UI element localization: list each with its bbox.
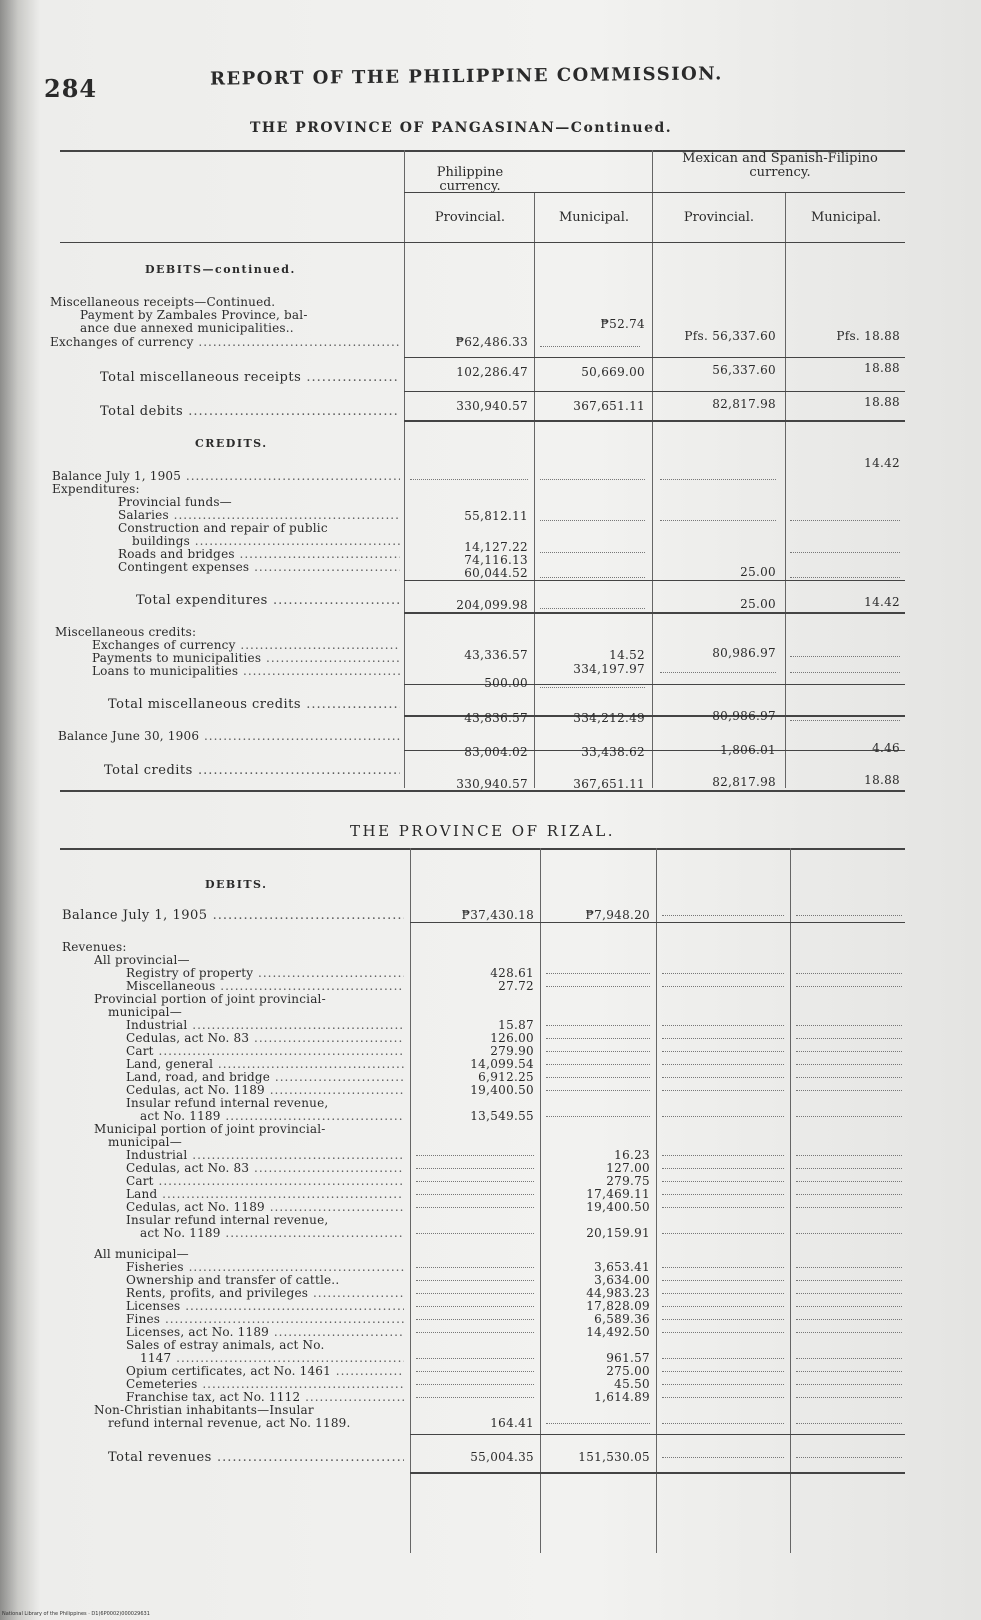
label-rizal-debits: DEBITS. [205,878,268,891]
empty-cell-leader [662,986,784,987]
value-registry: 428.61 [490,966,534,980]
value-cattle: 3,634.00 [594,1273,650,1287]
empty-cell-leader [796,1194,902,1195]
value-rents: 44,983.23 [586,1286,650,1300]
empty-cell-leader [796,986,902,987]
empty-cell-leader [796,1207,902,1208]
value-total-revenues-municipal: 151,530.05 [578,1450,650,1464]
empty-cell-leader [546,1116,650,1117]
label-franchise-tax: Franchise tax, act No. 1112 ..... [126,1391,404,1404]
value-estray: 961.57 [606,1351,650,1365]
label-cattle: Ownership and transfer of cattle.. [126,1274,340,1287]
empty-cell-leader [662,1025,784,1026]
empty-cell-leader [662,1181,784,1182]
label-m-industrial: Industrial ..... [126,1149,404,1162]
label-insular-refund-1: Insular refund internal revenue, [126,1097,329,1110]
label-misc-receipts-continued: Miscellaneous receipts—Continued. [50,296,276,309]
sum-rule [404,357,905,358]
empty-cell-leader [796,1077,902,1078]
empty-cell-leader [796,1051,902,1052]
empty-cell-leader [662,1397,784,1398]
value-loans-provincial: 500.00 [484,676,528,690]
label-rizal-balance-july: Balance July 1, 1905 ..... [62,909,404,922]
label-construction-1: Construction and repair of public [118,522,328,535]
label-provincial-funds: Provincial funds— [118,496,232,509]
value-m-insular-refund: 20,159.91 [586,1226,650,1240]
empty-cell-leader [416,1267,534,1268]
empty-cell-leader [546,1025,650,1026]
value-contingent-mex-provincial: 25.00 [740,565,776,579]
empty-cell-leader [662,1358,784,1359]
sum-rule [404,580,905,581]
value-fines: 6,589.36 [594,1312,650,1326]
empty-cell-leader [416,1397,534,1398]
header-mexican-currency: Mexican and Spanish-Filipino currency. [682,151,878,180]
empty-cell-leader [796,1371,902,1372]
empty-cell-leader [796,915,902,916]
value-total-credits-mex-municipal: 18.88 [864,773,900,787]
sum-rule [410,1472,905,1474]
value-exch-credits-provincial: 43,336.57 [464,648,528,662]
value-total-debits-mex-provincial: 82,817.98 [712,397,776,411]
empty-cell-leader [796,1332,902,1333]
label-exchanges-of-currency: Exchanges of currency ..... [50,336,400,349]
header-municipal: Municipal. [558,210,629,225]
value-licenses: 17,828.09 [586,1299,650,1313]
empty-cell-leader [662,1371,784,1372]
label-municipal-portion-2: municipal— [108,1136,182,1149]
scan-footer: National Library of the Philippines · D1(6P0002)000029631 [2,1611,150,1617]
value-cedulas-83: 126.00 [490,1031,534,1045]
label-cedulas-83: Cedulas, act No. 83 ..... [126,1032,404,1045]
value-total-misc-municipal: 50,669.00 [581,365,645,379]
empty-cell-leader [796,1423,902,1424]
column-rule [410,848,411,1553]
empty-cell-leader [790,577,900,578]
sum-rule [404,612,905,614]
empty-cell-leader [790,656,900,657]
column-rule [534,192,535,788]
value-total-exp-mex-provincial: 25.00 [740,597,776,611]
label-expenditures: Expenditures: [52,483,140,496]
value-balance-june-municipal: 33,438.62 [581,745,645,759]
empty-cell-leader [662,1280,784,1281]
empty-cell-leader [796,1233,902,1234]
value-franchise: 1,614.89 [594,1390,650,1404]
value-total-misc-mex-provincial: 56,337.60 [712,363,776,377]
empty-cell-leader [662,1267,784,1268]
empty-cell-leader [416,1358,534,1359]
empty-cell-leader [662,1194,784,1195]
empty-cell-leader [796,1168,902,1169]
label-miscellaneous: Miscellaneous ..... [126,980,404,993]
label-zambales-1: Payment by Zambales Province, bal- [80,309,308,322]
empty-cell-leader [416,1384,534,1385]
label-non-christian-2: refund internal revenue, act No. 1189. [108,1417,351,1430]
empty-cell-leader [790,552,900,553]
empty-cell-leader [416,1207,534,1208]
empty-cell-leader [662,1319,784,1320]
value-m-industrial: 16.23 [614,1148,650,1162]
value-exchanges-provincial: ₱62,486.33 [455,335,528,349]
label-estray-1: Sales of estray animals, act No. [126,1339,325,1352]
empty-cell-leader [662,1293,784,1294]
label-land-general: Land, general ..... [126,1058,404,1071]
empty-cell-leader [416,1332,534,1333]
empty-cell-leader [796,1280,902,1281]
label-municipal-portion-1: Municipal portion of joint provincial- [94,1123,326,1136]
empty-cell-leader [546,1064,650,1065]
label-m-land: Land ..... [126,1188,404,1201]
label-insular-refund-2: act No. 1189 ..... [140,1110,404,1123]
value-payments-municipal: 334,197.97 [573,662,645,676]
label-land-road-bridge: Land, road, and bridge ..... [126,1071,404,1084]
header-provincial: Provincial. [434,210,506,225]
value-cedulas-1189: 19,400.50 [470,1083,534,1097]
sum-rule [410,922,905,923]
label-all-provincial: All provincial— [94,954,190,967]
empty-cell-leader [796,1038,902,1039]
empty-cell-leader [660,479,776,480]
value-total-credits-mex-provincial: 82,817.98 [712,775,776,789]
value-m-cedulas-1189: 19,400.50 [586,1200,650,1214]
pangasinan-section-title: THE PROVINCE OF PANGASINAN—Continued. [250,120,673,136]
label-all-municipal: All municipal— [94,1248,189,1261]
label-exchanges-credits: Exchanges of currency ..... [92,639,400,652]
value-m-land: 17,469.11 [586,1187,650,1201]
empty-cell-leader [796,1358,902,1359]
empty-cell-leader [662,1384,784,1385]
empty-cell-leader [546,973,650,974]
empty-cell-leader [416,1181,534,1182]
value-total-exp-provincial: 204,099.98 [456,598,528,612]
empty-cell-leader [662,1090,784,1091]
value-balance-june-mex-municipal: 4.46 [872,741,900,755]
label-total-misc-receipts: Total miscellaneous receipts ..... [100,371,400,384]
empty-cell-leader [546,1051,650,1052]
empty-cell-leader [662,1332,784,1333]
header-bottom-rule [60,242,905,243]
label-estray-2: 1147 ..... [140,1352,404,1365]
value-cart: 279.90 [490,1044,534,1058]
value-total-revenues-provincial: 55,004.35 [470,1450,534,1464]
empty-cell-leader [662,1233,784,1234]
label-debits-continued: DEBITS—continued. [145,263,296,276]
label-fisheries: Fisheries ..... [126,1261,404,1274]
value-miscellaneous: 27.72 [498,979,534,993]
empty-cell-leader [662,1077,784,1078]
label-registry-of-property: Registry of property ..... [126,967,404,980]
value-total-debits-mex-municipal: 18.88 [864,395,900,409]
label-payments-to-municipalities: Payments to municipalities ..... [92,652,400,665]
empty-cell-leader [662,1457,784,1458]
empty-cell-leader [540,577,645,578]
label-revenues: Revenues: [62,941,127,954]
empty-cell-leader [416,1155,534,1156]
value-total-misc-mex-municipal: 18.88 [864,361,900,375]
label-m-cedulas-83: Cedulas, act No. 83 ..... [126,1162,404,1175]
value-fisheries: 3,653.41 [594,1260,650,1274]
label-construction-2: buildings ..... [132,535,400,548]
empty-cell-leader [540,552,645,553]
value-rizal-balance-provincial: ₱37,430.18 [461,908,534,922]
empty-cell-leader [662,1423,784,1424]
value-land-road-bridge: 6,912.25 [478,1070,534,1084]
empty-cell-leader [540,346,640,347]
value-zambales-mex-municipal: Pfs. 18.88 [836,329,900,343]
value-construction-provincial: 14,127.22 [464,540,528,554]
empty-cell-leader [416,1194,534,1195]
empty-cell-leader [796,1293,902,1294]
empty-cell-leader [790,520,900,521]
empty-cell-leader [540,608,645,609]
value-total-misc-credits-mex-provincial: 80,986.97 [712,709,776,723]
label-roads-and-bridges: Roads and bridges ..... [118,548,400,561]
sum-rule [410,1434,905,1435]
label-m-insular-refund-1: Insular refund internal revenue, [126,1214,329,1227]
empty-cell-leader [662,1051,784,1052]
header-municipal-mex: Municipal. [810,210,881,225]
empty-cell-leader [546,1423,650,1424]
label-provincial-portion-2: municipal— [108,1006,182,1019]
label-m-insular-refund-2: act No. 1189 ..... [140,1227,404,1240]
sum-rule [404,391,905,392]
label-zambales-2: ance due annexed municipalities.. [80,322,294,335]
value-zambales-municipal: ₱52.74 [600,317,645,331]
label-fines: Fines ..... [126,1313,404,1326]
column-rule [540,848,541,1553]
value-exch-credits-municipal: 14.52 [609,648,645,662]
empty-cell-leader [790,720,900,721]
column-rule [656,848,657,1553]
empty-cell-leader [796,1397,902,1398]
column-rule [785,192,786,788]
empty-cell-leader [662,1168,784,1169]
empty-cell-leader [416,1168,534,1169]
empty-cell-leader [416,1306,534,1307]
empty-cell-leader [662,1306,784,1307]
value-zambales-mex-provincial: Pfs. 56,337.60 [684,329,776,343]
label-m-cedulas-1189: Cedulas, act No. 1189 ..... [126,1201,404,1214]
value-m-cedulas-83: 127.00 [606,1161,650,1175]
empty-cell-leader [662,973,784,974]
value-salaries-provincial: 55,812.11 [464,509,528,523]
label-m-cart: Cart ..... [126,1175,404,1188]
label-loans-to-municipalities: Loans to municipalities ..... [92,665,400,678]
label-misc-credits: Miscellaneous credits: [55,626,197,639]
label-total-credits: Total credits ..... [104,764,400,777]
value-rizal-balance-municipal: ₱7,948.20 [585,908,650,922]
rizal-section-title: THE PROVINCE OF RIZAL. [350,822,615,840]
label-licenses-1189: Licenses, act No. 1189 ..... [126,1326,404,1339]
value-licenses-1189: 14,492.50 [586,1325,650,1339]
value-insular-refund: 13,549.55 [470,1109,534,1123]
empty-cell-leader [796,1090,902,1091]
value-total-misc-provincial: 102,286.47 [456,365,528,379]
empty-cell-leader [796,1319,902,1320]
label-total-revenues: Total revenues ..... [108,1451,404,1464]
empty-cell-leader [662,1155,784,1156]
column-rule [790,848,791,1553]
label-cedulas-1189: Cedulas, act No. 1189 ..... [126,1084,404,1097]
header-philippine-currency: Philippine currency. [436,165,504,194]
empty-cell-leader [660,520,776,521]
running-title: REPORT OF THE PHILIPPINE COMMISSION. [209,63,723,90]
empty-cell-leader [796,973,902,974]
empty-cell-leader [416,1319,534,1320]
page-number: 284 [44,74,98,103]
value-land-general: 14,099.54 [470,1057,534,1071]
value-non-christian: 164.41 [490,1416,534,1430]
label-balance-june-1906: Balance June 30, 1906 ..... [58,730,400,743]
value-balance-july-mex-municipal: 14.42 [864,456,900,470]
empty-cell-leader [796,1457,902,1458]
empty-cell-leader [416,1293,534,1294]
label-balance-july-1905: Balance July 1, 1905 ..... [52,470,400,483]
empty-cell-leader [662,1207,784,1208]
empty-cell-leader [546,1090,650,1091]
empty-cell-leader [790,672,900,673]
table-top-rule [60,848,905,850]
label-contingent-expenses: Contingent expenses ..... [118,561,400,574]
value-industrial: 15.87 [498,1018,534,1032]
label-total-expenditures: Total expenditures ..... [136,594,400,607]
label-total-debits: Total debits ..... [100,405,400,418]
empty-cell-leader [796,1384,902,1385]
column-rule [652,150,653,788]
value-m-cart: 279.75 [606,1174,650,1188]
empty-cell-leader [796,1306,902,1307]
label-cart: Cart ..... [126,1045,404,1058]
label-opium: Opium certificates, act No. 1461 ..... [126,1365,404,1378]
value-total-debits-municipal: 367,651.11 [573,399,645,413]
empty-cell-leader [796,1116,902,1117]
label-rents-profits: Rents, profits, and privileges ..... [126,1287,404,1300]
empty-cell-leader [660,672,776,673]
empty-cell-leader [416,1371,534,1372]
value-balance-june-provincial: 83,004.02 [464,745,528,759]
empty-cell-leader [796,1155,902,1156]
label-salaries: Salaries ..... [118,509,400,522]
empty-cell-leader [662,915,784,916]
empty-cell-leader [416,1280,534,1281]
value-total-misc-credits-municipal: 334,212.49 [573,711,645,725]
empty-cell-leader [540,479,645,480]
empty-cell-leader [796,1267,902,1268]
empty-cell-leader [546,986,650,987]
empty-cell-leader [796,1025,902,1026]
sum-rule [404,420,905,422]
value-roads-provincial: 74,116.13 [464,553,528,567]
value-contingent-provincial: 60,044.52 [464,566,528,580]
empty-cell-leader [662,1038,784,1039]
label-credits: CREDITS. [195,437,268,450]
empty-cell-leader [416,1233,534,1234]
empty-cell-leader [546,1077,650,1078]
value-total-debits-provincial: 330,940.57 [456,399,528,413]
column-rule [404,150,405,788]
empty-cell-leader [410,479,528,480]
value-total-misc-credits-provincial: 43,836.57 [464,711,528,725]
empty-cell-leader [662,1064,784,1065]
header-provincial-mex: Provincial. [683,210,755,225]
label-total-misc-credits: Total miscellaneous credits ..... [108,698,400,711]
value-total-credits-municipal: 367,651.11 [573,777,645,791]
label-cemeteries: Cemeteries ..... [126,1378,404,1391]
value-exch-credits-mex-provincial: 80,986.97 [712,646,776,660]
label-licenses: Licenses ..... [126,1300,404,1313]
label-industrial: Industrial ..... [126,1019,404,1032]
value-cemeteries: 45.50 [614,1377,650,1391]
empty-cell-leader [540,520,645,521]
empty-cell-leader [796,1181,902,1182]
value-total-credits-provincial: 330,940.57 [456,777,528,791]
value-balance-june-mex-provincial: 1,806.01 [720,743,776,757]
value-opium: 275.00 [606,1364,650,1378]
empty-cell-leader [546,1038,650,1039]
empty-cell-leader [540,687,645,688]
empty-cell-leader [796,1064,902,1065]
label-non-christian-1: Non-Christian inhabitants—Insular [94,1404,314,1417]
value-total-exp-mex-municipal: 14.42 [864,595,900,609]
label-provincial-portion-1: Provincial portion of joint provincial- [94,993,326,1006]
empty-cell-leader [662,1116,784,1117]
